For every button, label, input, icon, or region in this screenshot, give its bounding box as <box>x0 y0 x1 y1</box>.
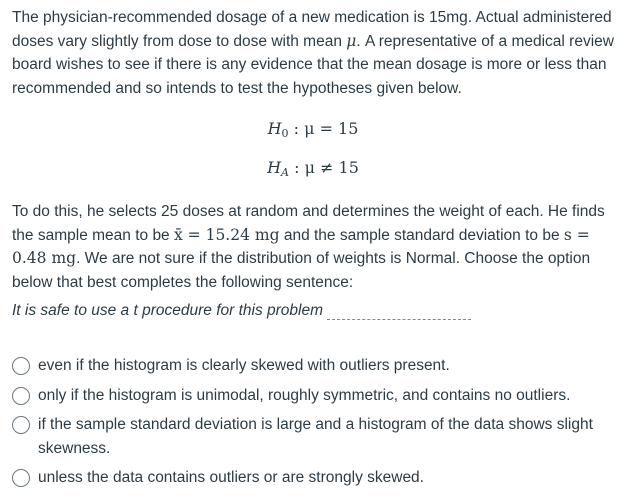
intro-text: The physician-recommended dosage of a new medication is 15mg. Actual administered doses vary slightly from dose to dose with mean <box>12 9 612 50</box>
option-label: unless the data contains outliers or are strongly skewed. <box>38 469 424 486</box>
alternative-hypothesis <box>12 151 626 190</box>
setup-text-3: . We are not sure if the distribution of weights is Normal. Choose the option below that best completes the following sentence: <box>12 250 591 291</box>
hypotheses <box>12 112 626 190</box>
sentence-stem <box>12 302 626 320</box>
radio-button[interactable] <box>12 387 30 405</box>
question-body <box>12 6 626 320</box>
option-3[interactable] <box>12 413 624 460</box>
setup-text-2: and the sample standard deviation to be <box>279 226 564 244</box>
sample-sd: s = 0.48 mg <box>12 225 590 267</box>
option-2[interactable] <box>12 384 624 408</box>
h0-subscript: 0 <box>281 127 289 140</box>
option-label: even if the histogram is clearly skewed with outliers present. <box>38 357 450 374</box>
answer-options <box>12 354 624 496</box>
option-label: if the sample standard deviation is large and a histogram of the data shows slight skewness. <box>38 416 593 457</box>
option-4[interactable] <box>12 466 624 490</box>
ha-symbol: H <box>267 158 282 177</box>
intro-rest-text: . A representative of a medical review board wishes to see if there is any evidence that the mean dosage is more or less than recommended and so intends to test the hypotheses given below. <box>12 32 614 97</box>
intro-paragraph <box>12 6 626 100</box>
ha-subscript: A <box>281 166 289 179</box>
setup-paragraph <box>12 200 626 294</box>
ha-expression: : μ ≠ 15 <box>289 158 359 177</box>
null-hypothesis <box>12 112 626 151</box>
h0-expression: : μ = 15 <box>288 119 359 138</box>
radio-button[interactable] <box>12 416 30 434</box>
h0-symbol: H <box>267 119 282 138</box>
mu-symbol: μ <box>346 31 357 50</box>
radio-button[interactable] <box>12 357 30 375</box>
sample-mean: x̄ = 15.24 mg <box>174 225 280 244</box>
setup-text-1: To do this, he selects 25 doses at random and determines the weight of each. He finds the sample mean to be <box>12 203 605 244</box>
sentence-text: It is safe to use a t procedure for this problem <box>12 302 324 319</box>
option-label: only if the histogram is unimodal, roughly symmetric, and contains no outliers. <box>38 386 571 404</box>
option-1[interactable] <box>12 354 624 378</box>
answer-blank <box>327 307 471 320</box>
radio-button[interactable] <box>12 469 30 487</box>
